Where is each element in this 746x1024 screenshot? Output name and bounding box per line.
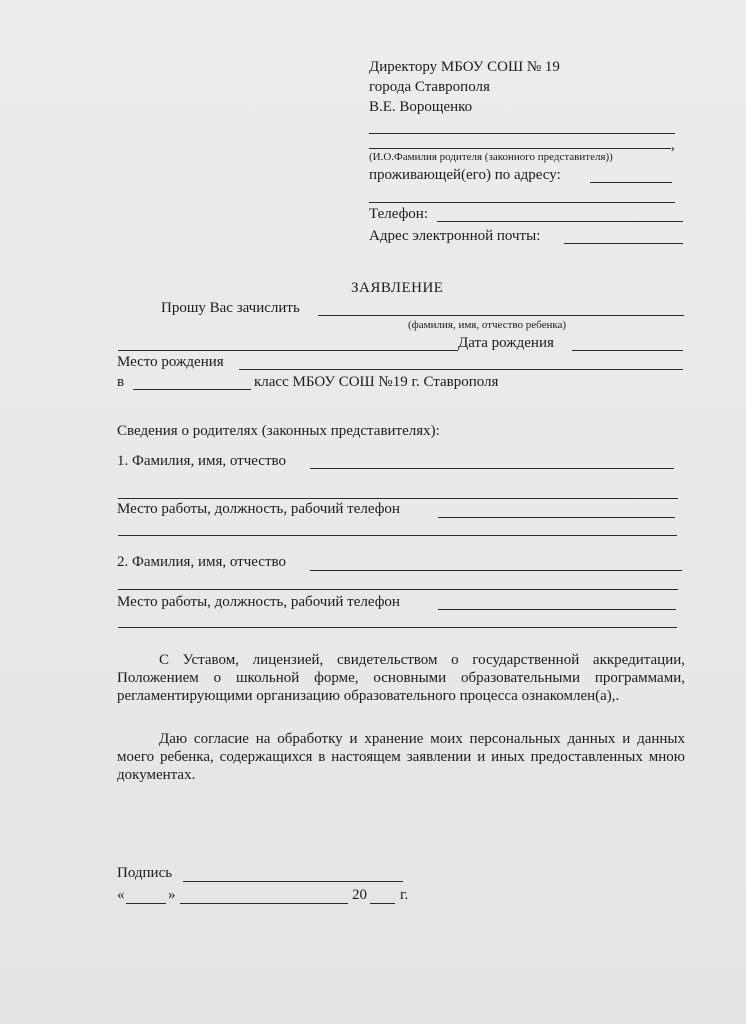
phone-label: Телефон: bbox=[369, 206, 428, 222]
date-year-prefix: 20 bbox=[352, 887, 367, 903]
header-addressee: Директору МБОУ СОШ № 19 bbox=[369, 59, 560, 75]
parent1-work-label: Место работы, должность, рабочий телефон bbox=[117, 501, 400, 517]
parent-name-line-2[interactable] bbox=[369, 148, 671, 149]
class-number-line[interactable] bbox=[133, 389, 251, 390]
parent2-extra-line[interactable] bbox=[118, 589, 678, 590]
address-line-1[interactable] bbox=[590, 182, 672, 183]
class-school-text: класс МБОУ СОШ №19 г. Ставрополя bbox=[254, 374, 499, 390]
header-director-name: В.Е. Ворощенко bbox=[369, 99, 473, 115]
header-comma: , bbox=[671, 137, 675, 153]
enroll-label: Прошу Вас зачислить bbox=[161, 300, 300, 316]
email-label: Адрес электронной почты: bbox=[369, 228, 541, 244]
address-label: проживающей(его) по адресу: bbox=[369, 167, 561, 183]
date-quote-open: « bbox=[117, 887, 125, 903]
consent-paragraph: Даю согласие на обработку и хранение моих персональных данных и данных моего ребенка, содержащихся в настоящем заявлении и иных предоставленных мною документах. bbox=[117, 731, 685, 783]
parent1-extra-line[interactable] bbox=[118, 498, 678, 499]
email-line[interactable] bbox=[564, 243, 683, 244]
parent-name-hint: (И.О.Фамилия родителя (законного представителя)) bbox=[369, 151, 613, 163]
date-year-suffix: г. bbox=[400, 887, 409, 903]
parent-name-line-1[interactable] bbox=[369, 133, 675, 134]
signature-label: Подпись bbox=[117, 865, 173, 881]
birth-place-label: Место рождения bbox=[117, 354, 224, 370]
class-in-label: в bbox=[117, 374, 125, 390]
signature-line[interactable] bbox=[183, 881, 403, 882]
phone-line[interactable] bbox=[437, 221, 683, 222]
birth-date-line[interactable] bbox=[572, 350, 683, 351]
child-name-hint: (фамилия, имя, отчество ребенка) bbox=[408, 319, 567, 331]
parent2-work-label: Место работы, должность, рабочий телефон bbox=[117, 594, 400, 610]
header-city: города Ставрополя bbox=[369, 79, 490, 95]
parents-heading: Сведения о родителях (законных представителях): bbox=[117, 423, 440, 439]
parent1-name-line[interactable] bbox=[310, 468, 674, 469]
date-month-line[interactable] bbox=[180, 903, 348, 904]
parent2-work-line-2[interactable] bbox=[118, 627, 677, 628]
parent1-work-line-1[interactable] bbox=[438, 517, 675, 518]
document-title: ЗАЯВЛЕНИЕ bbox=[351, 280, 444, 296]
date-day-line[interactable] bbox=[126, 903, 166, 904]
parent1-work-line-2[interactable] bbox=[118, 535, 677, 536]
parent1-name-label: 1. Фамилия, имя, отчество bbox=[117, 453, 286, 469]
date-year-line[interactable] bbox=[370, 903, 395, 904]
charter-paragraph: С Уставом, лицензией, свидетельством о государственной аккредитации, Положением о школьной форме, основными образовательными программами, регламентирующими организацию образовательного процесса ознакомлен(а),. bbox=[117, 652, 685, 704]
address-line-2[interactable] bbox=[369, 202, 675, 203]
parent2-name-line[interactable] bbox=[310, 570, 682, 571]
parent2-name-label: 2. Фамилия, имя, отчество bbox=[117, 554, 286, 570]
parent2-work-line-1[interactable] bbox=[438, 609, 676, 610]
child-name-line-2[interactable] bbox=[118, 350, 458, 351]
birth-date-label: Дата рождения bbox=[458, 335, 554, 351]
child-name-line-1[interactable] bbox=[318, 315, 684, 316]
date-quote-close: » bbox=[168, 887, 176, 903]
birth-place-line[interactable] bbox=[239, 369, 683, 370]
